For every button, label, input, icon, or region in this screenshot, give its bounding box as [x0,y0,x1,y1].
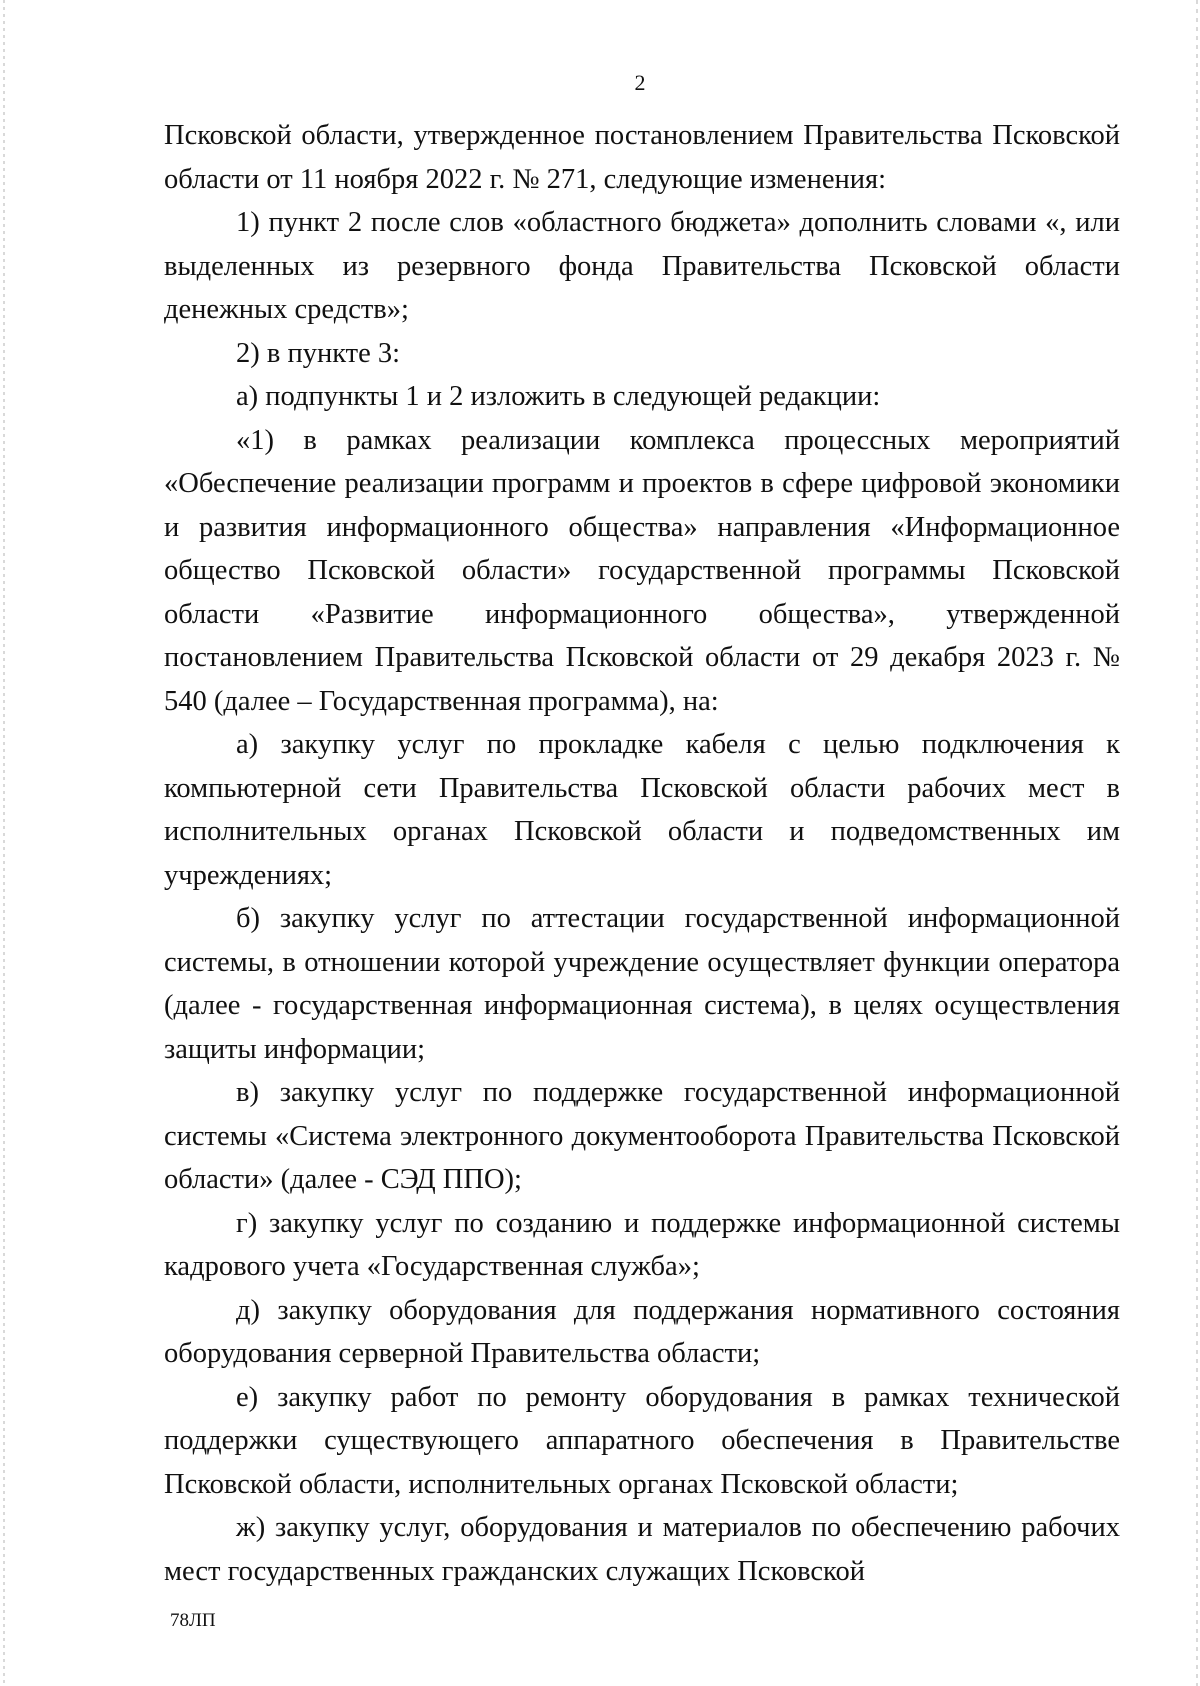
paragraph: 2) в пункте 3: [236,337,401,369]
paragraph: а) закупку услуг по прокладке кабеля с целью подключения к компьютерной сети Правительства Псковской области рабочих мест в исполнительных органах Псковской области и подведомственных им учреждениях; [164,729,1120,891]
paragraph: в) закупку услуг по поддержке государственной информационной системы «Система электронного документооборота Правительства Псковской области» (далее - СЭД ППО); [164,1077,1120,1195]
paragraph: Псковской области, утвержденное постановлением Правительства Псковской области от 11 ноября 2022 г. № 271, следующие изменения: [164,120,1120,195]
document-body [164,114,1120,1593]
paragraph: г) закупку услуг по созданию и поддержке информационной системы кадрового учета «Государственная служба»; [164,1207,1120,1282]
document-code: 78ЛП [170,1610,216,1631]
scan-edge-left [3,0,5,1686]
paragraph: «1) в рамках реализации комплекса процессных мероприятий «Обеспечение реализации программ и проектов в сфере цифровой экономики и развития информационного общества» направления «Информационное общество Псковской области» государственной программы Псковской области «Развитие информационного общества», утвержденной постановлением Правительства Псковской области от 29 декабря 2023 г. № 540 (далее – Государственная программа), на: [164,424,1120,717]
scan-edge-right [1196,0,1198,1686]
paragraph: а) подпункты 1 и 2 изложить в следующей редакции: [236,381,881,412]
page-number: 2 [634,70,646,95]
paragraph: б) закупку услуг по аттестации государственной информационной системы, в отношении которой учреждение осуществляет функции оператора (далее - государственная информационная система), в целях осуществления защиты информации; [164,903,1120,1065]
paragraph: д) закупку оборудования для поддержания нормативного состояния оборудования серверной Правительства области; [164,1294,1120,1369]
paragraph: ж) закупку услуг, оборудования и материалов по обеспечению рабочих мест государственных гражданских служащих Псковской [164,1512,1120,1587]
paragraph: е) закупку работ по ремонту оборудования в рамках технической поддержки существующего аппаратного обеспечения в Правительстве Псковской области, исполнительных органах Псковской области; [164,1381,1120,1500]
paragraph: 1) пункт 2 после слов «областного бюджета» дополнить словами «, или выделенных из резервного фонда Правительства Псковской области денежных средств»; [164,207,1120,325]
